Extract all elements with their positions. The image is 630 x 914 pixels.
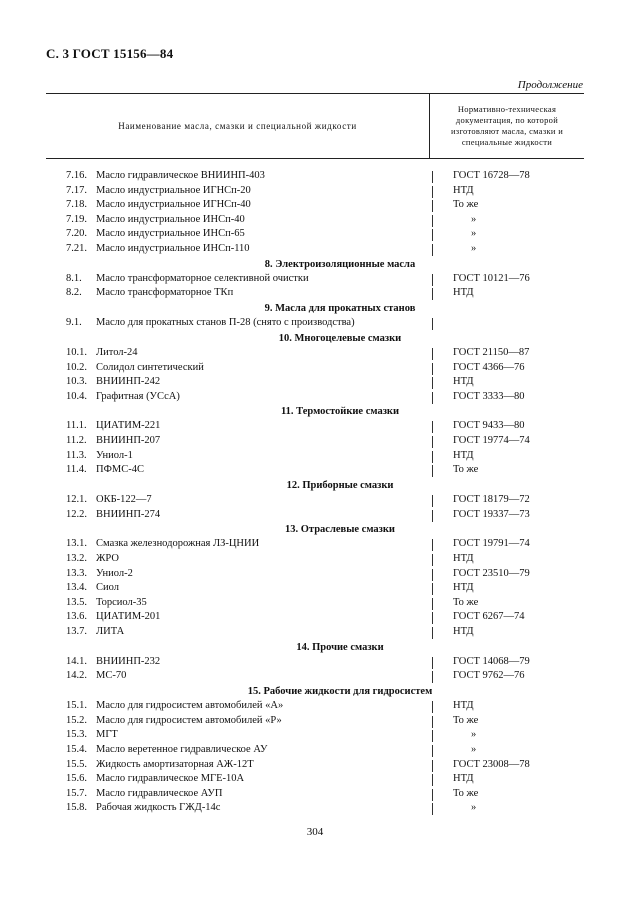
section-heading: 10. Многоцелевые смазки [278, 332, 402, 344]
row-name: Смазка железнодорожная ЛЗ-ЦНИИ [96, 538, 260, 550]
row-document: » [471, 228, 477, 240]
row-document: ГОСТ 23510—79 [453, 567, 530, 579]
column-separator [432, 657, 433, 669]
row-name: Масло веретенное гидравлическое АУ [96, 743, 268, 755]
row-number: 10.1. [66, 346, 87, 358]
section-heading: 15. Рабочие жидкости для гидросистем [247, 685, 433, 697]
row-name: Масло трансформаторное селективной очистки [96, 272, 309, 284]
column-separator [432, 215, 433, 227]
row-number: 15.3. [66, 729, 87, 741]
row-number: 7.16. [66, 170, 87, 181]
table-row [46, 242, 584, 257]
column-separator [432, 171, 433, 183]
row-number: 11.3. [66, 449, 87, 461]
row-name: Рабочая жидкость ГЖД-14с [96, 802, 221, 814]
table-row [46, 419, 584, 434]
column-separator [432, 554, 433, 566]
row-name: ВНИИНП-274 [96, 508, 161, 520]
row-name: Униол-1 [96, 449, 133, 461]
row-number: 13.6. [66, 611, 87, 623]
table-row [46, 361, 584, 376]
row-name: Масло индустриальное ИГНСп-40 [96, 199, 251, 211]
row-document: НТД [453, 184, 474, 196]
column-separator [432, 569, 433, 581]
column-separator [432, 701, 433, 713]
column-separator [432, 745, 433, 757]
row-number: 12.1. [66, 494, 87, 506]
row-name: Масло гидравлическое ВНИИНП-403 [96, 170, 265, 181]
table-row [46, 198, 584, 213]
column-separator [432, 465, 433, 477]
column-header-document-line: Нормативно-техническая [457, 104, 557, 114]
row-name: Униол-2 [96, 567, 133, 579]
continuation-label: Продолжение [517, 79, 583, 91]
column-separator [432, 229, 433, 241]
row-number: 10.3. [66, 376, 87, 388]
row-document: ГОСТ 21150—87 [453, 346, 530, 358]
table-row [46, 743, 584, 758]
row-document: НТД [453, 376, 474, 388]
table-row [46, 728, 584, 743]
row-name: ЦИАТИМ-221 [96, 420, 161, 432]
table-row [46, 213, 584, 228]
row-document: ГОСТ 4366—76 [453, 361, 525, 373]
column-separator [432, 377, 433, 389]
row-number: 7.17. [66, 184, 87, 196]
column-separator [432, 392, 433, 404]
row-document: То же [453, 596, 479, 608]
column-separator [432, 803, 433, 815]
row-number: 7.20. [66, 228, 87, 240]
row-document: То же [453, 464, 479, 476]
row-name: ВНИИНП-232 [96, 655, 161, 667]
column-separator [432, 760, 433, 772]
row-name: Литол-24 [96, 346, 138, 358]
table-row [46, 184, 584, 199]
row-document: » [471, 729, 477, 741]
row-name: Масло трансформаторное ТКп [96, 287, 234, 299]
row-document: ГОСТ 19791—74 [453, 538, 530, 550]
row-number: 15.1. [66, 700, 87, 712]
row-document: ГОСТ 6267—74 [453, 611, 525, 623]
row-document: ГОСТ 10121—76 [453, 272, 530, 284]
row-name: Солидол синтетический [96, 361, 204, 373]
column-separator [432, 200, 433, 212]
row-document: То же [453, 714, 479, 726]
row-document: ГОСТ 9433—80 [453, 420, 525, 432]
row-document: ГОСТ 3333—80 [453, 390, 525, 402]
section-heading: 8. Электроизоляционные масла [264, 258, 416, 270]
table-row [46, 567, 584, 582]
table-row [46, 669, 584, 684]
table-body [46, 169, 584, 816]
row-number: 13.7. [66, 625, 87, 637]
row-name: ВНИИНП-242 [96, 376, 161, 388]
row-document: » [471, 743, 477, 755]
column-separator [432, 539, 433, 551]
column-separator [432, 421, 433, 433]
table-row [46, 434, 584, 449]
row-name: Сиол [96, 582, 119, 594]
row-name: Графитная (УСсА) [96, 390, 180, 402]
section-heading: 12. Приборные смазки [286, 479, 394, 491]
row-name: Масло индустриальное ИНСп-65 [96, 228, 245, 240]
row-document: ГОСТ 16728—78 [453, 170, 530, 181]
row-name: ВНИИНП-207 [96, 435, 161, 447]
table-row [46, 272, 584, 287]
row-document: То же [453, 199, 479, 211]
row-number: 15.8. [66, 802, 87, 814]
row-number: 8.1. [66, 272, 82, 284]
row-document: НТД [453, 700, 474, 712]
column-separator [432, 288, 433, 300]
row-document: НТД [453, 449, 474, 461]
row-name: Масло для прокатных станов П-28 (снято с производства) [96, 317, 355, 329]
row-document: » [471, 802, 477, 814]
column-separator [432, 451, 433, 463]
row-name: Масло индустриальное ИНСп-40 [96, 213, 245, 225]
column-separator [432, 244, 433, 256]
row-number: 15.4. [66, 743, 87, 755]
row-document: ГОСТ 14068—79 [453, 655, 530, 667]
column-separator [432, 583, 433, 595]
table-header [46, 93, 584, 159]
column-separator [432, 436, 433, 448]
column-separator [432, 318, 433, 330]
row-number: 15.2. [66, 714, 87, 726]
row-name: Масло индустриальное ИГНСп-20 [96, 184, 251, 196]
table-row [46, 449, 584, 464]
row-document: НТД [453, 582, 474, 594]
column-separator [432, 186, 433, 198]
row-number: 10.2. [66, 361, 87, 373]
row-document: ГОСТ 23008—78 [453, 758, 530, 770]
column-separator [432, 730, 433, 742]
row-document: ГОСТ 18179—72 [453, 494, 530, 506]
table-row [46, 596, 584, 611]
row-name: ЦИАТИМ-201 [96, 611, 161, 623]
row-number: 15.6. [66, 773, 87, 785]
table-row [46, 463, 584, 478]
table-row [46, 316, 584, 331]
row-name: ЖРО [96, 553, 119, 564]
column-header-document-line: документация, по которой [455, 115, 559, 125]
column-separator [432, 671, 433, 683]
table-row [46, 537, 584, 552]
row-document: ГОСТ 19774—74 [453, 435, 530, 447]
column-separator [432, 774, 433, 786]
row-name: ПФМС-4С [96, 464, 144, 476]
row-name: Масло гидравлическое АУП [96, 787, 223, 799]
row-name: Жидкость амортизаторная АЖ-12Т [96, 758, 254, 770]
table-row [46, 552, 584, 567]
row-document: То же [453, 787, 479, 799]
column-header-document [430, 94, 584, 158]
row-name: МС-70 [96, 670, 127, 682]
page-number: 304 [306, 826, 324, 838]
column-header-name: Наименование масла, смазки и специальной жидкости [118, 121, 357, 131]
row-document: НТД [453, 553, 474, 564]
row-number: 14.2. [66, 670, 87, 682]
table-row [46, 772, 584, 787]
row-number: 15.5. [66, 758, 87, 770]
column-header-document-line: специальные жидкости [461, 137, 553, 147]
section-heading: 9. Масла для прокатных станов [264, 302, 416, 314]
row-document: НТД [453, 625, 474, 637]
section-heading: 14. Прочие смазки [296, 641, 384, 653]
row-number: 12.2. [66, 508, 87, 520]
row-name: Масло гидравлическое МГЕ-10А [96, 773, 245, 785]
row-number: 13.1. [66, 538, 87, 550]
table-row [46, 390, 584, 405]
table-row [46, 787, 584, 802]
row-number: 11.1. [66, 420, 87, 432]
row-document: » [471, 213, 477, 225]
column-separator [432, 363, 433, 375]
row-number: 7.21. [66, 242, 87, 254]
table-row [46, 169, 584, 184]
table-row [46, 655, 584, 670]
row-number: 13.3. [66, 567, 87, 579]
table-row [46, 625, 584, 640]
column-separator [432, 627, 433, 639]
column-header-document-line: изготовляют масла, смазки и [450, 126, 564, 136]
row-document: НТД [453, 773, 474, 785]
row-name: ЛИТА [96, 625, 125, 637]
table-row [46, 714, 584, 729]
row-number: 15.7. [66, 787, 87, 799]
table-row [46, 581, 584, 596]
row-number: 7.18. [66, 199, 87, 211]
row-number: 13.5. [66, 596, 87, 608]
table-row [46, 346, 584, 361]
column-separator [432, 274, 433, 286]
page-header: С. 3 ГОСТ 15156—84 [46, 46, 174, 61]
row-number: 14.1. [66, 655, 87, 667]
table-row [46, 508, 584, 523]
row-name: Масло для гидросистем автомобилей «Р» [96, 714, 282, 726]
row-number: 11.4. [66, 464, 87, 476]
table-row [46, 758, 584, 773]
table-row [46, 699, 584, 714]
table-row [46, 610, 584, 625]
column-separator [432, 510, 433, 522]
column-separator [432, 598, 433, 610]
row-document: ГОСТ 19337—73 [453, 508, 530, 520]
table-row [46, 227, 584, 242]
table-row [46, 286, 584, 301]
column-separator [432, 495, 433, 507]
row-number: 13.4. [66, 582, 87, 594]
row-document: НТД [453, 287, 474, 299]
row-number: 7.19. [66, 213, 87, 225]
column-separator [432, 612, 433, 624]
row-name: ОКБ-122—7 [96, 494, 152, 506]
table-row [46, 375, 584, 390]
row-name: МГТ [96, 729, 118, 741]
table-row [46, 801, 584, 816]
row-number: 10.4. [66, 390, 87, 402]
section-heading: 13. Отраслевые смазки [285, 524, 395, 536]
column-separator [432, 716, 433, 728]
row-number: 11.2. [66, 435, 87, 447]
row-document: ГОСТ 9762—76 [453, 670, 525, 682]
column-separator [432, 789, 433, 801]
row-document: » [471, 242, 477, 254]
section-heading: 11. Термостойкие смазки [280, 406, 400, 418]
table-row [46, 493, 584, 508]
column-separator [432, 348, 433, 360]
row-number: 8.2. [66, 287, 82, 299]
row-name: Торсиол-35 [96, 596, 147, 608]
row-number: 9.1. [66, 317, 82, 329]
row-name: Масло индустриальное ИНСп-110 [96, 242, 250, 254]
row-name: Масло для гидросистем автомобилей «А» [96, 700, 284, 712]
row-number: 13.2. [66, 553, 87, 564]
